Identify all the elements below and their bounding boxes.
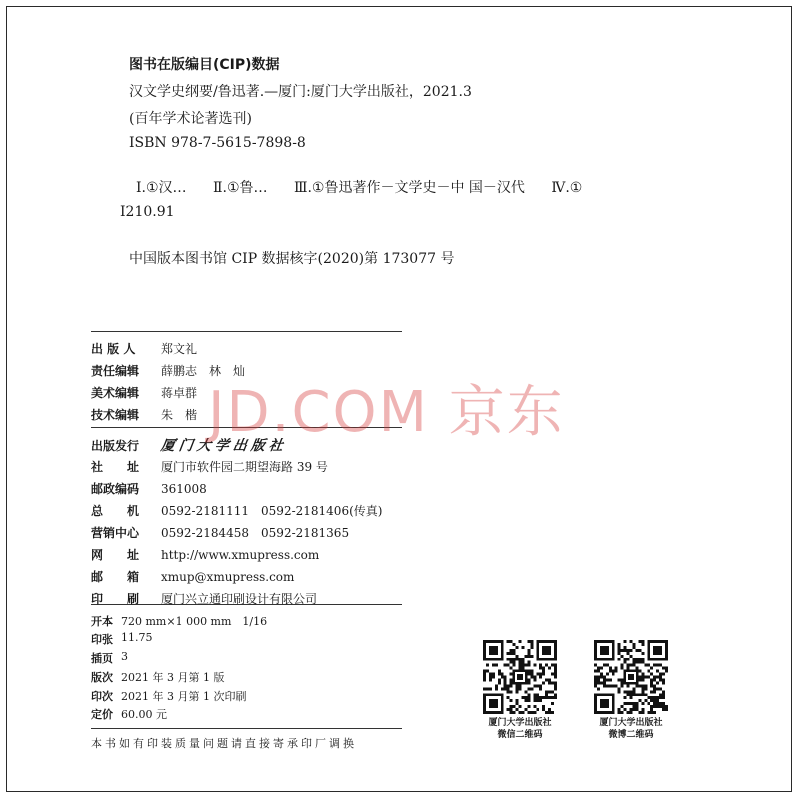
spec-row <box>91 613 267 629</box>
spec-row <box>91 650 128 666</box>
printer-label: 印 刷 <box>91 592 140 606</box>
cip-title: 图书在版编目(CIP)数据 <box>129 57 280 73</box>
notice-text: 本书如有印装质量问题请直接寄承印厂调换 <box>91 737 357 750</box>
jd-watermark: JD.COM 京东 <box>208 380 565 445</box>
postcode-label: 邮政编码 <box>91 482 140 496</box>
cip-record: 中国版本图书馆 CIP 数据核字(2020)第 173077 号 <box>129 251 455 267</box>
cip-class-3: Ⅲ.①鲁迅著作－文学史－中 国－汉代 <box>293 180 525 196</box>
spec-row <box>91 669 224 685</box>
phone-value: 0592-2181111 0592-2181406(传真) <box>161 504 383 518</box>
publisher-logo: 厦门大学出版社 <box>159 438 288 454</box>
printer-row <box>91 590 317 607</box>
staff-value: 郑文礼 <box>161 342 198 356</box>
wechat-qr-caption <box>475 717 565 741</box>
qr-caption-line2: 微博二维码 <box>608 730 654 740</box>
address-label: 社 址 <box>91 460 140 474</box>
staff-row-art-editor <box>91 384 197 401</box>
staff-value: 朱 楷 <box>161 408 198 422</box>
postcode-row <box>91 480 207 497</box>
cip-class-4: Ⅳ.① <box>551 180 583 196</box>
address-row <box>91 458 328 475</box>
qr-caption-line1: 厦门大学出版社 <box>488 718 552 728</box>
marketing-value: 0592-2184458 0592-2181365 <box>161 526 350 540</box>
website-label: 网 址 <box>91 548 140 562</box>
spec-value: 2021 年 3 月第 1 次印刷 <box>121 690 247 703</box>
email-link[interactable]: xmup@xmupress.com <box>161 569 295 584</box>
website-link[interactable]: http://www.xmupress.com <box>161 547 320 562</box>
staff-row-tech-editor <box>91 406 197 423</box>
spec-label: 定价 <box>91 708 113 721</box>
qr-code-icon <box>483 640 557 714</box>
marketing-label: 营销中心 <box>91 526 140 540</box>
spec-row <box>91 631 153 647</box>
printer-value: 厦门兴立通印刷设计有限公司 <box>161 592 318 606</box>
spec-value: 2021 年 3 月第 1 版 <box>121 671 225 684</box>
spec-label: 印张 <box>91 633 113 646</box>
spec-value: 11.75 <box>121 631 153 644</box>
cip-description: 汉文学史纲要/鲁迅著.—厦门:厦门大学出版社，2021.3 <box>129 84 472 100</box>
phone-label: 总 机 <box>91 504 140 518</box>
publisher-label: 出版发行 <box>91 438 140 453</box>
weibo-qr-caption <box>586 717 676 741</box>
spec-row <box>91 688 246 704</box>
staff-value: 薛鹏志 林 灿 <box>161 364 246 378</box>
phone-row <box>91 502 382 519</box>
address-value: 厦门市软件园二期望海路 39 号 <box>161 460 328 474</box>
staff-label: 美术编辑 <box>91 386 140 400</box>
weibo-qr-code[interactable] <box>594 640 668 714</box>
staff-label: 技术编辑 <box>91 408 140 422</box>
postcode-value: 361008 <box>161 481 207 496</box>
staff-label: 出 版 人 <box>91 342 136 356</box>
cip-class-1: Ⅰ.①汉… <box>136 180 187 196</box>
spec-row <box>91 706 167 722</box>
email-label: 邮 箱 <box>91 570 140 584</box>
staff-label: 责任编辑 <box>91 364 140 378</box>
spec-value: 720 mm×1 000 mm 1/16 <box>121 615 268 628</box>
wechat-qr-code[interactable] <box>483 640 557 714</box>
cip-series: (百年学术论著选刊) <box>129 111 252 127</box>
spec-value: 60.00 元 <box>121 708 167 721</box>
email-row <box>91 568 294 585</box>
spec-label: 开本 <box>91 615 113 628</box>
spec-label: 版次 <box>91 671 113 684</box>
qr-code-icon <box>594 640 668 714</box>
cip-call-number: I210.91 <box>120 204 175 220</box>
staff-value: 蒋卓群 <box>161 386 198 400</box>
qr-caption-line2: 微信二维码 <box>497 730 543 740</box>
divider <box>91 331 402 332</box>
staff-row-publisher-head <box>91 340 197 357</box>
marketing-row <box>91 524 349 541</box>
spec-label: 印次 <box>91 690 113 703</box>
cip-isbn: ISBN 978-7-5615-7898-8 <box>129 135 306 151</box>
qr-caption-line1: 厦门大学出版社 <box>599 718 663 728</box>
divider <box>91 728 402 729</box>
cip-class-2: Ⅱ.①鲁… <box>212 180 268 196</box>
cip-classification <box>136 177 604 197</box>
spec-value: 3 <box>121 650 128 663</box>
spec-label: 插页 <box>91 652 113 665</box>
website-row <box>91 546 319 563</box>
